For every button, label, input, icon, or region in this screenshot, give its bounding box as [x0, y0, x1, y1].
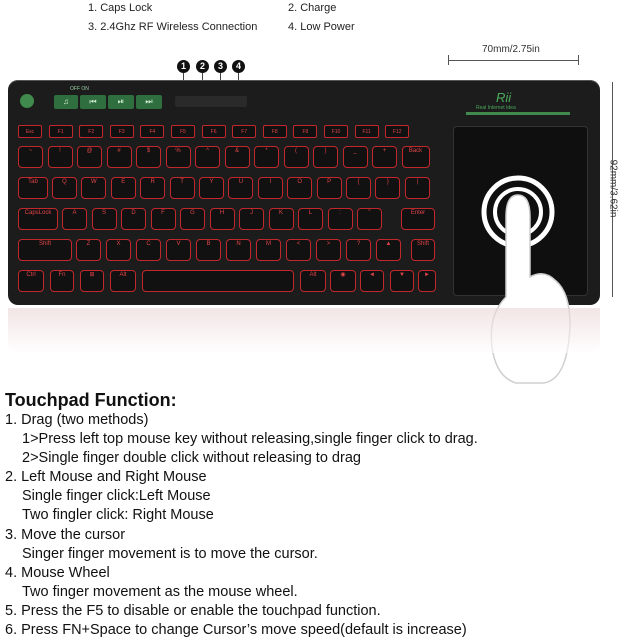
- key-o[interactable]: O: [287, 177, 312, 199]
- key-tab[interactable]: Tab: [18, 177, 48, 199]
- key-[interactable]: *: [254, 146, 279, 168]
- brand-underline: [466, 112, 570, 115]
- key-[interactable]: $: [136, 146, 161, 168]
- key-f8[interactable]: F8: [263, 125, 287, 138]
- height-dimension-label: 92mm/3.62in: [607, 159, 619, 218]
- mouse-wheel-text: Two finger movement as the mouse wheel.: [22, 584, 298, 600]
- key-g[interactable]: G: [180, 208, 205, 230]
- mouse-buttons-heading: 2. Left Mouse and Right Mouse: [5, 469, 207, 485]
- key-f1[interactable]: F1: [49, 125, 73, 138]
- touchpad-function-title: Touchpad Function:: [5, 390, 177, 410]
- key-[interactable]: ◉: [330, 270, 356, 292]
- key-shift[interactable]: Shift: [411, 239, 435, 261]
- left-mouse-text: Single finger click:Left Mouse: [22, 488, 211, 504]
- touchpad[interactable]: [453, 126, 588, 296]
- key-[interactable]: ^: [195, 146, 220, 168]
- key-f10[interactable]: F10: [324, 125, 348, 138]
- power-switch[interactable]: [20, 94, 34, 108]
- key-[interactable]: &: [225, 146, 250, 168]
- key-[interactable]: @: [77, 146, 102, 168]
- legend-caps-lock: 1. Caps Lock: [88, 2, 153, 14]
- key-[interactable]: ▲: [376, 239, 401, 261]
- key-[interactable]: ►: [418, 270, 436, 292]
- play-pause-button[interactable]: ⏯: [108, 95, 134, 109]
- key-v[interactable]: V: [166, 239, 191, 261]
- drag-method-2: 2>Single finger double click without releasing to drag: [22, 450, 361, 466]
- key-enter[interactable]: Enter: [401, 208, 435, 230]
- key-[interactable]: _: [343, 146, 368, 168]
- key-[interactable]: <: [286, 239, 311, 261]
- key-t[interactable]: T: [170, 177, 195, 199]
- width-dimension-tick-right: [578, 55, 579, 65]
- key-space[interactable]: [142, 270, 294, 292]
- key-u[interactable]: U: [228, 177, 253, 199]
- key-[interactable]: }: [375, 177, 400, 199]
- keyboard-reflection: [8, 308, 600, 353]
- key-[interactable]: ): [313, 146, 338, 168]
- key-p[interactable]: P: [317, 177, 342, 199]
- mouse-wheel-heading: 4. Mouse Wheel: [5, 565, 110, 581]
- key-[interactable]: {: [346, 177, 371, 199]
- brand-logo: Rii: [496, 90, 512, 105]
- key-[interactable]: ⊞: [80, 270, 104, 292]
- key-f7[interactable]: F7: [232, 125, 256, 138]
- key-c[interactable]: C: [136, 239, 161, 261]
- f5-toggle-text: 5. Press the F5 to disable or enable the touchpad function.: [5, 603, 381, 619]
- callout-1: 1: [177, 60, 190, 73]
- key-x[interactable]: X: [106, 239, 131, 261]
- key-f[interactable]: F: [151, 208, 176, 230]
- key-y[interactable]: Y: [199, 177, 224, 199]
- drag-heading: 1. Drag (two methods): [5, 412, 149, 428]
- key-b[interactable]: B: [196, 239, 221, 261]
- move-cursor-heading: 3. Move the cursor: [5, 527, 126, 543]
- fn-space-text: 6. Press FN+Space to change Cursor’s move speed(default is increase): [5, 622, 467, 638]
- key-esc[interactable]: Esc: [18, 125, 42, 138]
- key-s[interactable]: S: [92, 208, 117, 230]
- key-a[interactable]: A: [62, 208, 87, 230]
- key-[interactable]: !: [48, 146, 73, 168]
- key-f12[interactable]: F12: [385, 125, 409, 138]
- key-f6[interactable]: F6: [202, 125, 226, 138]
- key-f4[interactable]: F4: [140, 125, 164, 138]
- move-cursor-text: Singer finger movement is to move the cursor.: [22, 546, 318, 562]
- legend-charge: 2. Charge: [288, 2, 337, 14]
- right-mouse-text: Two fingler click: Right Mouse: [22, 507, 214, 523]
- key-f9[interactable]: F9: [293, 125, 317, 138]
- key-r[interactable]: R: [140, 177, 165, 199]
- key-l[interactable]: L: [298, 208, 323, 230]
- key-m[interactable]: M: [256, 239, 281, 261]
- key-[interactable]: ▼: [390, 270, 414, 292]
- key-fn[interactable]: Fn: [50, 270, 74, 292]
- key-[interactable]: >: [316, 239, 341, 261]
- key-[interactable]: +: [372, 146, 397, 168]
- key-capslock[interactable]: CapsLock: [18, 208, 58, 230]
- key-f3[interactable]: F3: [110, 125, 134, 138]
- key-ctrl[interactable]: Ctrl: [18, 270, 44, 292]
- key-[interactable]: :: [328, 208, 353, 230]
- key-alt[interactable]: Alt: [110, 270, 136, 292]
- brand-tagline: Real Internet Idea: [476, 105, 516, 111]
- key-f2[interactable]: F2: [79, 125, 103, 138]
- width-dimension-line: [448, 60, 578, 61]
- switch-label: OFF ON: [70, 86, 89, 92]
- music-button[interactable]: ♫: [54, 95, 78, 109]
- keyboard-body: [8, 80, 600, 305]
- key-[interactable]: ?: [346, 239, 371, 261]
- key-q[interactable]: Q: [52, 177, 77, 199]
- key-alt[interactable]: Alt: [300, 270, 326, 292]
- callout-4: 4: [232, 60, 245, 73]
- key-[interactable]: ◄: [360, 270, 384, 292]
- width-dimension-tick-left: [448, 55, 449, 65]
- key-f5[interactable]: F5: [171, 125, 195, 138]
- key-j[interactable]: J: [239, 208, 264, 230]
- key-shift[interactable]: Shift: [18, 239, 72, 261]
- key-[interactable]: ~: [18, 146, 43, 168]
- legend-rf-connection: 3. 2.4Ghz RF Wireless Connection: [88, 21, 258, 33]
- key-z[interactable]: Z: [76, 239, 101, 261]
- key-f11[interactable]: F11: [355, 125, 379, 138]
- key-[interactable]: |: [405, 177, 430, 199]
- key-i[interactable]: I: [258, 177, 283, 199]
- key-[interactable]: %: [166, 146, 191, 168]
- previous-track-button[interactable]: ⏮: [80, 95, 106, 109]
- key-[interactable]: #: [107, 146, 132, 168]
- legend-low-power: 4. Low Power: [288, 21, 355, 33]
- key-d[interactable]: D: [121, 208, 146, 230]
- key-[interactable]: (: [284, 146, 309, 168]
- key-k[interactable]: K: [269, 208, 294, 230]
- indicator-lights: [175, 96, 247, 107]
- key-n[interactable]: N: [226, 239, 251, 261]
- drag-method-1: 1>Press left top mouse key without releasing,single finger click to drag.: [22, 431, 478, 447]
- key-[interactable]: ": [357, 208, 382, 230]
- callout-3: 3: [214, 60, 227, 73]
- key-e[interactable]: E: [111, 177, 136, 199]
- next-track-button[interactable]: ⏭: [136, 95, 162, 109]
- key-w[interactable]: W: [81, 177, 106, 199]
- key-back[interactable]: Back: [402, 146, 430, 168]
- callout-2: 2: [196, 60, 209, 73]
- key-h[interactable]: H: [210, 208, 235, 230]
- width-dimension-label: 70mm/2.75in: [482, 44, 540, 55]
